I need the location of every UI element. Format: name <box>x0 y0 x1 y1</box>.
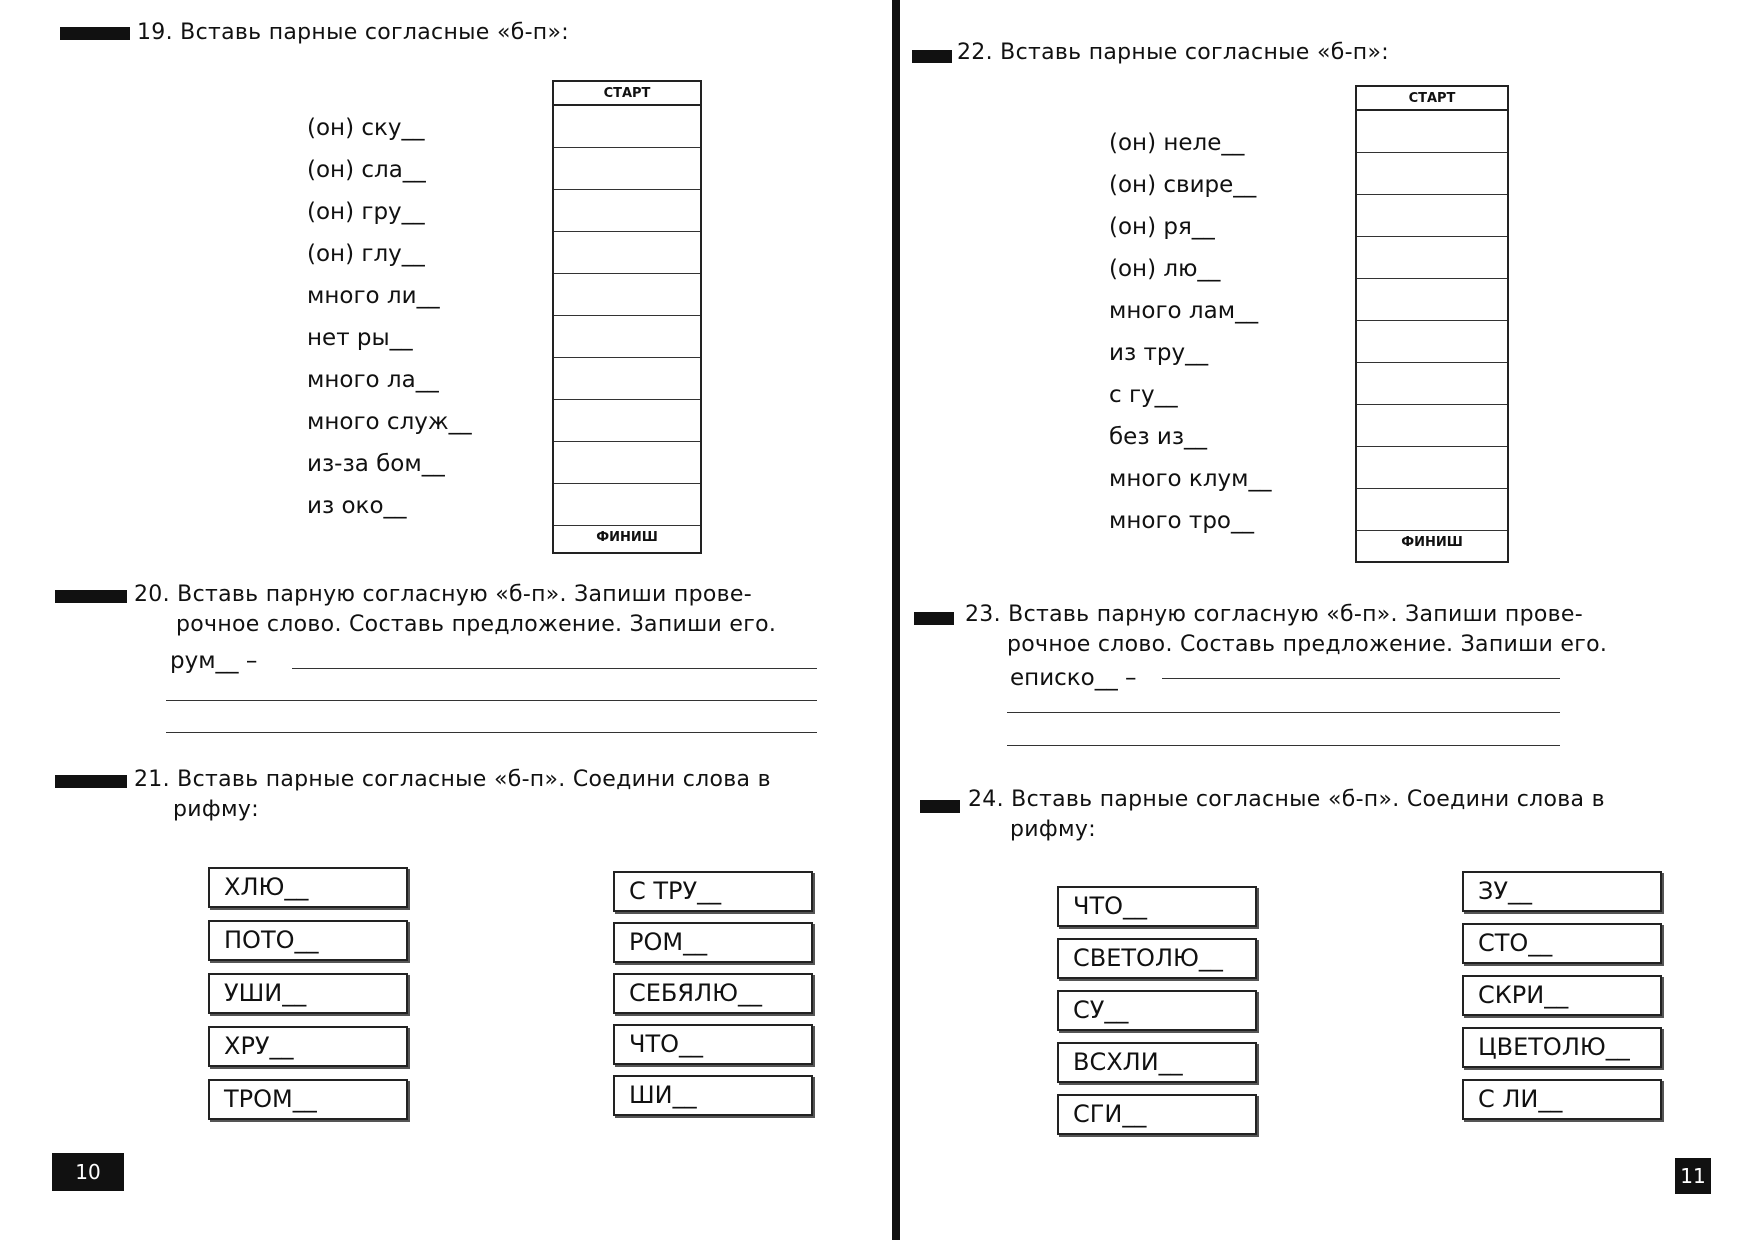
rhyme-box[interactable]: ЧТО__ <box>1057 886 1257 927</box>
rhyme-box[interactable]: ШИ__ <box>613 1075 813 1116</box>
task-24-title-cont: рифму: <box>1010 817 1096 842</box>
word-item: много ла__ <box>307 367 439 393</box>
rhyme-box[interactable]: РОМ__ <box>613 922 813 963</box>
answer-ladder <box>1355 85 1509 563</box>
task-22-title: 22. Вставь парные согласные «б-п»: <box>957 40 1389 65</box>
rhyme-box[interactable]: СУ__ <box>1057 990 1257 1031</box>
word-item: много ли__ <box>307 283 440 309</box>
word-item: много клум__ <box>1109 466 1272 492</box>
ladder-cell[interactable] <box>554 358 700 400</box>
right-page <box>900 0 1754 1240</box>
rhyme-box[interactable]: СТО__ <box>1462 923 1662 964</box>
rhyme-box[interactable]: ВСХЛИ__ <box>1057 1042 1257 1083</box>
ladder-cell[interactable] <box>554 442 700 484</box>
task-22-word-list <box>1109 122 1271 542</box>
ladder-cell[interactable] <box>554 484 700 526</box>
page-number: 10 <box>52 1153 124 1191</box>
rhyme-box[interactable]: ЗУ__ <box>1462 871 1662 912</box>
ladder-cell[interactable] <box>554 274 700 316</box>
word-item: (он) сла__ <box>307 157 426 183</box>
word-item: (он) свире__ <box>1109 172 1257 198</box>
word-item: много служ__ <box>307 409 472 435</box>
rhyme-box[interactable]: ПОТО__ <box>208 920 408 961</box>
rhyme-box[interactable]: СГИ__ <box>1057 1094 1257 1135</box>
answer-ladder <box>552 80 702 554</box>
rhyme-box[interactable]: С ЛИ__ <box>1462 1079 1662 1120</box>
task-20-word: рум__ – <box>170 648 258 674</box>
task-marker <box>914 612 954 625</box>
ladder-cell[interactable] <box>554 106 700 148</box>
task-marker <box>55 775 127 788</box>
word-item: (он) глу__ <box>307 241 425 267</box>
ladder-cell[interactable] <box>554 400 700 442</box>
ladder-cell[interactable] <box>1357 195 1507 237</box>
ladder-cell[interactable] <box>1357 111 1507 153</box>
word-item: (он) неле__ <box>1109 130 1245 156</box>
rhyme-box[interactable]: ХЛЮ__ <box>208 867 408 908</box>
task-19-title: 19. Вставь парные согласные «б-п»: <box>137 20 569 45</box>
word-item: из око__ <box>307 493 407 519</box>
task-marker <box>55 590 127 603</box>
task-23-title-cont: рочное слово. Составь предложение. Запиши его. <box>1007 632 1608 657</box>
task-19-word-list <box>307 107 472 527</box>
write-line[interactable] <box>1162 678 1560 679</box>
task-20-title: 20. Вставь парную согласную «б-п». Запиши прове- <box>134 582 752 607</box>
rhyme-box[interactable]: ТРОМ__ <box>208 1079 408 1120</box>
task-21-title-cont: рифму: <box>173 797 259 822</box>
ladder-cell[interactable] <box>1357 321 1507 363</box>
ladder-cell[interactable] <box>1357 405 1507 447</box>
word-item: без из__ <box>1109 424 1208 450</box>
ladder-cell[interactable] <box>1357 237 1507 279</box>
ladder-cell[interactable] <box>1357 279 1507 321</box>
word-item: (он) ря__ <box>1109 214 1215 240</box>
word-item: с гу__ <box>1109 382 1178 408</box>
book-spine <box>892 0 900 1240</box>
ladder-finish-label: ФИНИШ <box>596 530 658 545</box>
rhyme-box[interactable]: УШИ__ <box>208 973 408 1014</box>
write-line[interactable] <box>166 732 817 733</box>
task-21-title: 21. Вставь парные согласные «б-п». Соедини слова в <box>134 767 771 792</box>
rhyme-box[interactable]: ЦВЕТОЛЮ__ <box>1462 1027 1662 1068</box>
ladder-cell[interactable] <box>1357 447 1507 489</box>
word-item: (он) лю__ <box>1109 256 1221 282</box>
ladder-cell[interactable] <box>1357 489 1507 531</box>
word-item: много лам__ <box>1109 298 1259 324</box>
task-marker <box>920 800 960 813</box>
word-item: (он) гру__ <box>307 199 425 225</box>
word-item: из-за бом__ <box>307 451 445 477</box>
word-item: много тро__ <box>1109 508 1254 534</box>
task-marker <box>912 50 952 63</box>
ladder-cell[interactable] <box>554 232 700 274</box>
ladder-finish-label: ФИНИШ <box>1401 535 1463 550</box>
rhyme-box[interactable]: С ТРУ__ <box>613 871 813 912</box>
write-line[interactable] <box>1007 712 1560 713</box>
ladder-cell[interactable] <box>1357 153 1507 195</box>
write-line[interactable] <box>166 700 817 701</box>
task-23-title: 23. Вставь парную согласную «б-п». Запиши прове- <box>965 602 1583 627</box>
rhyme-box[interactable]: СЕБЯЛЮ__ <box>613 973 813 1014</box>
write-line[interactable] <box>292 668 817 669</box>
rhyme-box[interactable]: ХРУ__ <box>208 1026 408 1067</box>
word-item: (он) ску__ <box>307 115 425 141</box>
rhyme-box[interactable]: ЧТО__ <box>613 1024 813 1065</box>
task-marker <box>60 27 130 40</box>
ladder-start-label: СТАРТ <box>1357 87 1507 111</box>
write-line[interactable] <box>1007 745 1560 746</box>
page-number: 11 <box>1675 1158 1711 1194</box>
ladder-cell[interactable] <box>1357 363 1507 405</box>
ladder-cell[interactable] <box>554 316 700 358</box>
ladder-cell[interactable] <box>554 190 700 232</box>
task-20-title-cont: рочное слово. Составь предложение. Запиши его. <box>176 612 777 637</box>
task-23-word: еписко__ – <box>1010 665 1137 691</box>
word-item: из тру__ <box>1109 340 1209 366</box>
ladder-start-label: СТАРТ <box>554 82 700 106</box>
word-item: нет ры__ <box>307 325 413 351</box>
rhyme-box[interactable]: СВЕТОЛЮ__ <box>1057 938 1257 979</box>
rhyme-box[interactable]: СКРИ__ <box>1462 975 1662 1016</box>
ladder-cell[interactable] <box>554 148 700 190</box>
task-24-title: 24. Вставь парные согласные «б-п». Соедини слова в <box>968 787 1605 812</box>
